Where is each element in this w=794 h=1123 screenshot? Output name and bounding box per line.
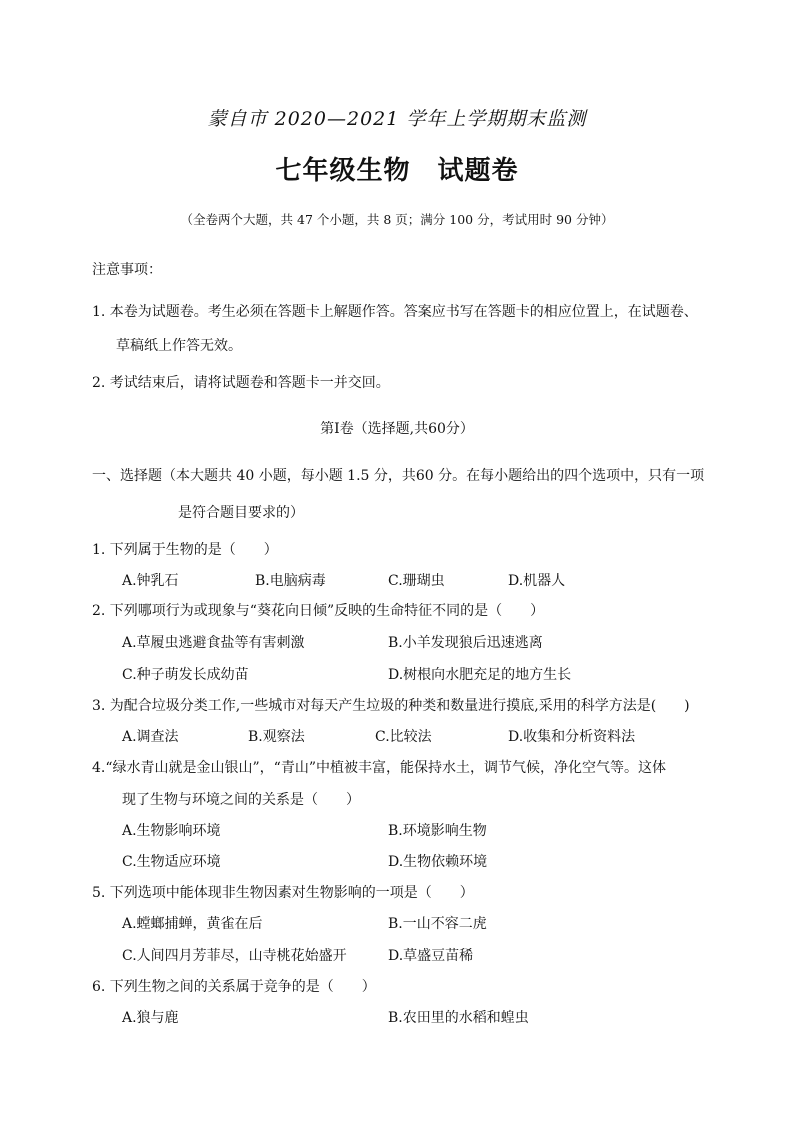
question-4-option-a: A.生物影响环境 [122, 823, 221, 839]
question-5-option-c: C.人间四月芳菲尽，山寺桃花始盛开 [122, 948, 347, 964]
question-4-stem-line-2: 现了生物与环境之间的关系是（ ） [122, 792, 360, 808]
question-2-option-d: D.树根向水肥充足的地方生长 [388, 667, 572, 683]
question-3-option-d: D.收集和分析资料法 [508, 729, 636, 745]
exam-title: 七年级生物 试题卷 [275, 156, 519, 186]
question-1-option-c: C.珊瑚虫 [388, 573, 445, 589]
question-4-option-b: B.环境影响生物 [388, 823, 487, 839]
question-1-option-a: A.钟乳石 [122, 573, 179, 589]
section-instructions-line-2: 是符合题目要求的） [178, 505, 304, 521]
exam-session-line: 蒙自市 2020—2021 学年上学期期末监测 [207, 108, 587, 130]
question-1-option-d: D.机器人 [508, 573, 566, 589]
question-2-option-c: C.种子萌发长成幼苗 [122, 667, 249, 683]
question-2-option-a: A.草履虫逃避食盐等有害刺激 [122, 635, 305, 651]
question-3-option-c: C.比较法 [375, 729, 432, 745]
note-item-1-line-2: 草稿纸上作答无效。 [116, 338, 242, 354]
question-6-option-a: A.狼与鹿 [122, 1010, 179, 1026]
question-1-option-b: B.电脑病毒 [255, 573, 326, 589]
question-3-option-b: B.观察法 [248, 729, 305, 745]
question-5-option-b: B.一山不容二虎 [388, 916, 487, 932]
question-5-option-a: A.螳螂捕蝉，黄雀在后 [122, 916, 263, 932]
question-5-option-d: D.草盛豆苗稀 [388, 948, 474, 964]
question-4-option-c: C.生物适应环境 [122, 854, 221, 870]
exam-subtitle: （全卷两个大题，共 47 个小题，共 8 页；满分 100 分，考试用时 90 分钟） [180, 212, 614, 227]
question-1-stem: 1. 下列属于生物的是（ ） [92, 542, 278, 558]
question-3-stem: 3. 为配合垃圾分类工作,一些城市对每天产生垃圾的种类和数量进行摸底,采用的科学方法是( ) [92, 698, 690, 714]
question-6-stem: 6. 下列生物之间的关系属于竞争的是（ ） [92, 979, 376, 995]
question-2-option-b: B.小羊发现狼后迅速逃离 [388, 635, 543, 651]
question-6-option-b: B.农田里的水稻和蝗虫 [388, 1010, 529, 1026]
note-item-1-line-1: 1. 本卷为试题卷。考生必须在答题卡上解题作答。答案应书写在答题卡的相应位置上，在试题卷、 [92, 304, 698, 320]
question-4-option-d: D.生物依赖环境 [388, 854, 488, 870]
notes-title: 注意事项： [92, 262, 162, 278]
question-2-stem: 2. 下列哪项行为或现象与“葵花向日倾”反映的生命特征不同的是（ ） [92, 603, 545, 619]
note-item-2: 2. 考试结束后，请将试题卷和答题卡一并交回。 [92, 375, 390, 391]
question-5-stem: 5. 下列选项中能体现非生物因素对生物影响的一项是（ ） [92, 885, 474, 901]
part-1-title: 第Ⅰ卷（选择题,共60分） [320, 421, 474, 437]
section-instructions-line-1: 一、选择题（本大题共 40 小题，每小题 1.5 分，共60 分。在每小题给出的四个选项中，只有一项 [92, 468, 705, 484]
question-3-option-a: A.调查法 [122, 729, 179, 745]
question-4-stem-line-1: 4.“绿水青山就是金山银山”，“青山”中植被丰富，能保持水土，调节气候，净化空气等。这体 [92, 760, 666, 776]
